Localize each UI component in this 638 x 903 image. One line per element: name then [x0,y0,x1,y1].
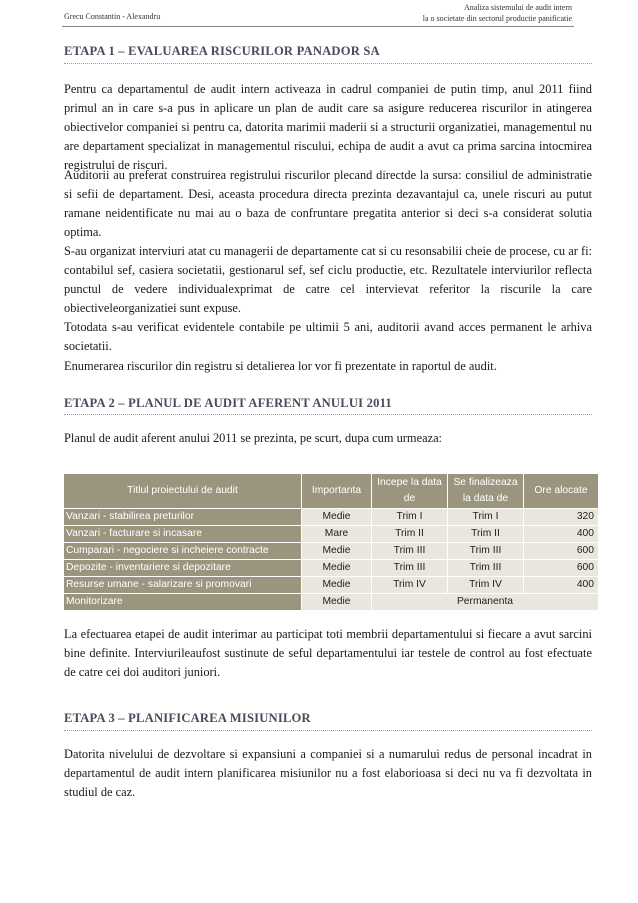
importance-cell: Medie [302,560,372,577]
project-title-cell: Monitorizare [64,594,302,611]
paragraph: Pentru ca departamentul de audit intern activeaza in cadrul companiei de putin timp, anul 2011 fiind primul an in care s-a pus in aplicare un plan de audit care sa asigure reducerea riscurilor in atingerea obiectivelor companiei si pentru ca, datorita marimii maderii si a structurii organizatiei, managementul nu are departament specializat in managementul riscului, echipa de audit a avut ca prima sarcina intocmirea registrului de riscuri. [64,82,592,172]
start-cell: Trim II [372,526,448,543]
project-title-cell: Resurse umane - salarizare si promovari [64,577,302,594]
end-cell: Trim IV [448,577,524,594]
paragraph: Datorita nivelului de dezvoltare si expansiuni a companiei si a numarului redus de personal incadrat in departamentul de audit intern planificarea misiunilor nu a fost elaborioasa si deci nu va fi dezvoltata in studiul de caz. [64,747,592,799]
importance-cell: Mare [302,526,372,543]
start-cell: Trim III [372,560,448,577]
project-title-cell: Vanzari - facturare si incasare [64,526,302,543]
header-divider [62,26,574,27]
table-row [64,526,599,543]
table-header-row [64,474,599,509]
hours-cell: 600 [524,560,599,577]
start-cell: Trim I [372,509,448,526]
paragraph: Enumerarea riscurilor din registru si detalierea lor vor fi prezentate in raportul de audit. [64,359,497,373]
section-rule [64,63,592,64]
section-heading-etapa3: ETAPA 3 – PLANIFICAREA MISIUNILOR [64,711,311,725]
project-title-cell: Depozite - inventariere si depozitare [64,560,302,577]
project-title-cell: Vanzari - stabilirea preturilor [64,509,302,526]
paragraph: Planul de audit aferent anului 2011 se prezinta, pe scurt, dupa cum urmeaza: [64,431,443,445]
table-row [64,543,599,560]
column-header: Incepe la data de [372,474,448,509]
header-title-line1: Analiza sistemului de audit intern [464,3,572,12]
header-author: Grecu Constantin - Alexandru [64,12,161,21]
importance-cell: Medie [302,543,372,560]
importance-cell: Medie [302,577,372,594]
audit-plan-table [63,473,599,611]
project-title-cell: Cumparari - negociere si incheiere contracte [64,543,302,560]
table-row [64,509,599,526]
hours-cell: 600 [524,543,599,560]
header-title [423,2,572,24]
section-heading-etapa2: ETAPA 2 – PLANUL DE AUDIT AFERENT ANULUI 2011 [64,396,392,410]
paragraph: Auditorii au preferat construirea registrului riscurilor plecand directde la sursa: consiliul de administratie si sefii de departament. Desi, aceasta procedura directa prezinta dezavantajul ca, unele riscuri au putut ramane neidentificate nu mai au o baza de confruntare pregatita anterior si deci s-a considerat solutia optima. [64,168,592,239]
start-cell: Trim III [372,543,448,560]
column-header: Titlul proiectului de audit [64,474,302,509]
table-row [64,577,599,594]
header-title-line2: la o societate din sectorul productie panificatie [422,14,572,23]
importance-cell: Medie [302,594,372,611]
end-cell: Trim I [448,509,524,526]
end-cell: Trim III [448,560,524,577]
section-rule [64,414,592,415]
paragraph: Totodata s-au verificat evidentele contabile pe ultimii 5 ani, auditorii avand acces permanent le arhiva societatii. [64,320,592,353]
column-header: Se finalizeaza la data de [448,474,524,509]
importance-cell: Medie [302,509,372,526]
hours-cell: 320 [524,509,599,526]
period-cell: Permanenta [372,594,599,611]
column-header: Ore alocate [524,474,599,509]
table-row [64,560,599,577]
paragraph: S-au organizat interviuri atat cu managerii de departamente cat si cu resonsabilii cheie de procese, cu ar fi: contabilul sef, casiera societatii, gestionarul sef, sef ciclu productie, etc. Rezultatele interviurilor reflecta punctul de vedere individualexprimat de catre cel intervievat referitor la riscurile la care obiectiveleorganizatiei sunt expuse. [64,244,592,315]
paragraph: La efectuarea etapei de audit interimar au participat toti membrii departamentului si fiecare a avut sarcini bine definite. Interviurileaufost sustinute de seful departamentului iar testele de control au fost efectuate de catre cei doi auditori juniori. [64,627,592,679]
start-cell: Trim IV [372,577,448,594]
hours-cell: 400 [524,577,599,594]
end-cell: Trim III [448,543,524,560]
hours-cell: 400 [524,526,599,543]
section-rule [64,730,592,731]
section-heading-etapa1: ETAPA 1 – EVALUAREA RISCURILOR PANADOR SA [64,44,380,58]
table-row [64,594,599,611]
end-cell: Trim II [448,526,524,543]
column-header: Importanta [302,474,372,509]
